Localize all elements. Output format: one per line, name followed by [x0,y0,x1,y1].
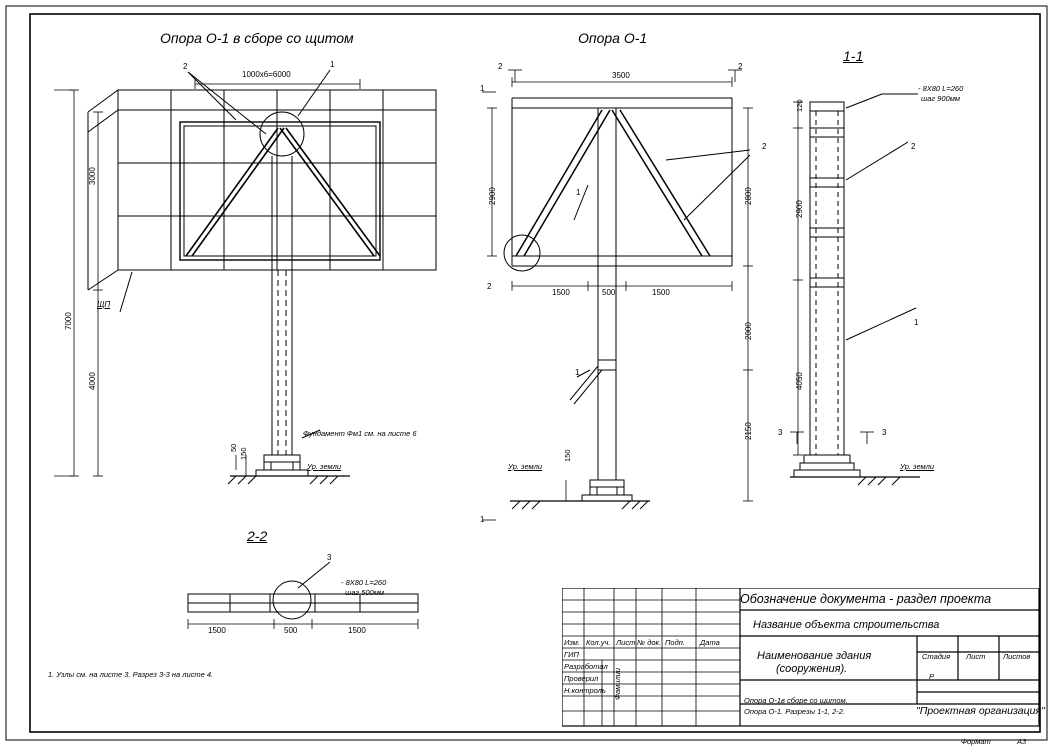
view1-callout-2: 2 [183,62,188,71]
view3-note2: шаг 900мм [921,94,960,103]
view2-drawing [470,60,790,530]
stamp-header-sheets: Листов [1003,652,1031,661]
view3-note: - 8Х80 L=260 [918,84,964,93]
view2-callout-1b: 1 [575,368,580,377]
view2-dim-2000: 2000 [744,322,753,340]
stamp-building-name-2: (сооружения). [776,663,848,675]
view1-ground-label: Ур. земли [307,462,342,471]
stamp-col-podp: Подп. [665,638,685,647]
view2-title: Опора О-1 [578,30,648,46]
view3-dim-120: 120 [795,99,804,112]
view2-dim-150: 150 [563,449,572,462]
view1-foundation-note: Фундамент Фм1 см. на листе 6 [303,429,417,438]
stamp-contents-1: Опора О-1в сборе со щитом. [744,696,848,705]
view4-dim-1500a: 1500 [208,626,226,635]
stamp-building-name-1: Наименование здания [757,650,872,662]
stamp-col-list: Лист [616,638,636,647]
view3-callout-2: 2 [911,142,916,151]
view1-dim-4000: 4000 [88,372,97,390]
view4-callout-3: 3 [327,553,332,562]
stamp-col-koluch: Кол.уч. [586,638,611,647]
view2-ground-label: Ур. земли [508,462,543,471]
stamp-role-side-label: Фамилии [613,667,622,700]
general-note-1: 1. Узлы см. на листе 3. Разрез 3-3 на листе 4. [48,670,214,679]
view2-dim-2150: 2150 [744,422,753,440]
view3-drawing [790,80,1030,510]
view3-title: 1-1 [843,48,864,64]
view1-dim-3000: 3000 [88,167,97,185]
view3-mark-3-right: 3 [882,428,887,437]
sheet-format-value: А3 [1017,737,1027,746]
view1-dim-50: 50 [229,443,238,452]
view4-dim-500: 500 [284,626,298,635]
stamp-role-gip: ГИП [564,650,579,659]
view3-dim-2900: 2900 [795,200,804,218]
stamp-role-razrabotal: Разработал [564,662,608,671]
view2-mark-1-bottom: 1 [480,515,485,524]
view1-top-dim: 1000х6=6000 [242,70,291,79]
stamp-role-proveril: Проверил [564,674,599,683]
view2-callout-2a: 2 [762,142,767,151]
view1-callout-1: 1 [330,60,335,69]
stamp-role-nkontrol: Н.контроль [564,686,606,695]
view2-mark-2-top-right: 2 [738,62,743,71]
view3-ground-label: Ур. земли [900,462,935,471]
stamp-organization: "Проектная организация" [916,705,1045,717]
view2-top-dim: 3500 [612,71,630,80]
view4-note2: шаг 500мм [345,588,384,597]
view2-callout-1a: 1 [576,188,581,197]
view3-mark-3-left: 3 [778,428,783,437]
view2-dim-2800: 2800 [744,187,753,205]
stamp-col-data: Дата [700,638,720,647]
view2-bottom-dim-1500a: 1500 [552,288,570,297]
view1-dim-150: 150 [239,447,248,460]
view4-note: - 8Х80 L=260 [341,578,387,587]
stamp-col-ndok: № док. [637,638,662,647]
view2-bottom-dim-500: 500 [602,288,616,297]
stamp-header-stage: Стадия [922,652,951,661]
view2-callout-2b: 2 [487,282,492,291]
view2-bottom-dim-1500b: 1500 [652,288,670,297]
view2-mark-1-left: 1 [480,84,485,93]
view1-dim-7000: 7000 [64,312,73,330]
view2-mark-2-top: 2 [498,62,503,71]
view3-callout-1: 1 [914,318,919,327]
stamp-object-name: Название объекта строительства [753,619,940,631]
stamp-contents-2: Опора О-1. Разрезы 1-1, 2-2. [744,707,846,716]
stamp-doc-designation: Обозначение документа - раздел проекта [740,592,992,606]
view1-shield-label: ЩП [97,300,111,309]
stamp-stage-value: Р [929,672,935,681]
view2-dim-2900: 2900 [488,187,497,205]
view4-dim-1500b: 1500 [348,626,366,635]
stamp-header-sheet: Лист [966,652,986,661]
view3-dim-4050: 4050 [795,372,804,390]
stamp-col-izm: Изм. [564,638,580,647]
sheet-format-label: Формат [961,737,991,746]
view1-title: Опора О-1 в сборе со щитом [160,30,354,46]
view4-title: 2-2 [247,528,268,544]
